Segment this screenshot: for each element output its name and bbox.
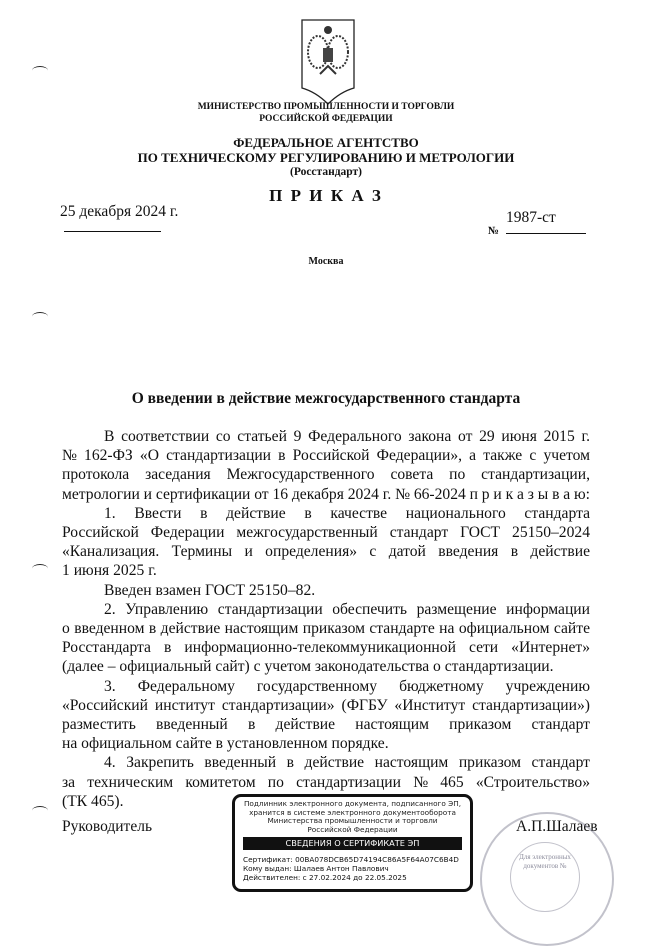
body-line: № 162-ФЗ «О стандартизации в Российской Федерации», а также с учетом	[62, 447, 590, 465]
body-line: метрологии и сертификации от 16 декабря 2024 г. № 66-2024 п р и к а з ы в а ю:	[62, 485, 590, 503]
body-line: разместить введенный в действие настоящим приказом стандарт	[62, 716, 590, 733]
body-line: «Российский институт стандартизации» (ФГБУ «Институт стандартизации»)	[62, 696, 590, 714]
ministry-name	[0, 101, 652, 125]
certificate-header: СВЕДЕНИЯ О СЕРТИФИКАТЕ ЭП	[243, 837, 462, 850]
agency-short-name: (Росстандарт)	[290, 166, 362, 178]
order-number: 1987-ст	[506, 209, 556, 226]
number-underline	[506, 233, 586, 234]
stamp-note-line: хранится в системе электронного документооборота	[249, 807, 456, 817]
round-seal-text: Для электронных документов №	[519, 853, 571, 870]
body-line: (далее – официальный сайт) с учетом законодательства о стандартизации.	[62, 658, 554, 676]
body-line: В соответствии со статьей 9 Федерального закона от 29 июня 2015 г.	[104, 428, 590, 445]
body-line: протокола заседания Межгосударственного совета по стандартизации,	[62, 466, 590, 484]
margin-mark	[32, 806, 48, 815]
body-line: 2. Управлению стандартизации обеспечить размещение информации	[104, 600, 590, 618]
round-seal	[480, 812, 614, 946]
body-line: за техническим комитетом по стандартизации № 465 «Строительство»	[62, 773, 590, 791]
round-seal-inner	[510, 842, 580, 912]
body-line: 4. Закрепить введенный в действие настоящим приказом стандарт	[104, 754, 590, 772]
body-line: о введенном в действие настоящим приказом стандарте на официальном сайте	[62, 620, 590, 637]
agency-line: ПО ТЕХНИЧЕСКОМУ РЕГУЛИРОВАНИЮ И МЕТРОЛОГИИ	[137, 150, 515, 165]
signatory-name: А.П.Шалаев	[516, 818, 598, 835]
certificate-serial: Сертификат: 00BA078DCB65D74194C86A5F64A07C6B4D	[243, 855, 459, 864]
body-line: Введен взамен ГОСТ 25150–82.	[104, 581, 316, 599]
body-line: 1 июня 2025 г.	[62, 562, 157, 580]
margin-mark	[32, 66, 48, 75]
stamp-note-line: Подлинник электронного документа, подписанного ЭП,	[243, 799, 462, 808]
body-line: Росстандарта в информационно-телекоммуникационной сети «Интернет»	[62, 639, 590, 657]
date-underline	[64, 231, 161, 232]
stamp-note-line: Российской Федерации	[307, 824, 398, 834]
order-date: 25 декабря 2024 г.	[60, 203, 179, 220]
agency-name	[0, 135, 652, 180]
body-line: 1. Ввести в действие в качестве национального стандарта	[104, 504, 590, 522]
signatory-position: Руководитель	[62, 818, 153, 835]
coat-of-arms-emblem	[300, 18, 356, 106]
body-line: Российской Федерации межгосударственный стандарт ГОСТ 25150–2024	[62, 524, 590, 541]
body-line: 3. Федеральному государственному бюджетному учреждению	[104, 677, 590, 695]
ministry-line: РОССИЙСКОЙ ФЕДЕРАЦИИ	[259, 114, 393, 124]
certificate-validity: Действителен: с 27.02.2024 до 22.05.2025	[243, 873, 407, 882]
body-line: (ТК 465).	[62, 792, 124, 810]
body-line: на официальном сайте в установленном порядке.	[62, 735, 389, 753]
margin-mark	[32, 312, 48, 321]
city: Москва	[308, 256, 344, 267]
electronic-signature-stamp	[232, 794, 473, 892]
margin-mark	[32, 564, 48, 573]
agency-line: ФЕДЕРАЛЬНОЕ АГЕНТСТВО	[233, 135, 419, 150]
certificate-owner: Кому выдан: Шалаев Антон Павлович	[243, 864, 389, 873]
stamp-note	[235, 800, 470, 834]
order-title: О введении в действие межгосударственного стандарта	[131, 390, 521, 407]
document-type: П Р И К А З	[269, 186, 383, 205]
stamp-note-line: Министерства промышленности и торговли	[267, 816, 438, 825]
body-line: «Канализация. Термины и определения» с датой введения в действие	[62, 543, 590, 561]
number-sign: №	[488, 225, 500, 237]
ministry-line: МИНИСТЕРСТВО ПРОМЫШЛЕННОСТИ И ТОРГОВЛИ	[197, 102, 455, 112]
